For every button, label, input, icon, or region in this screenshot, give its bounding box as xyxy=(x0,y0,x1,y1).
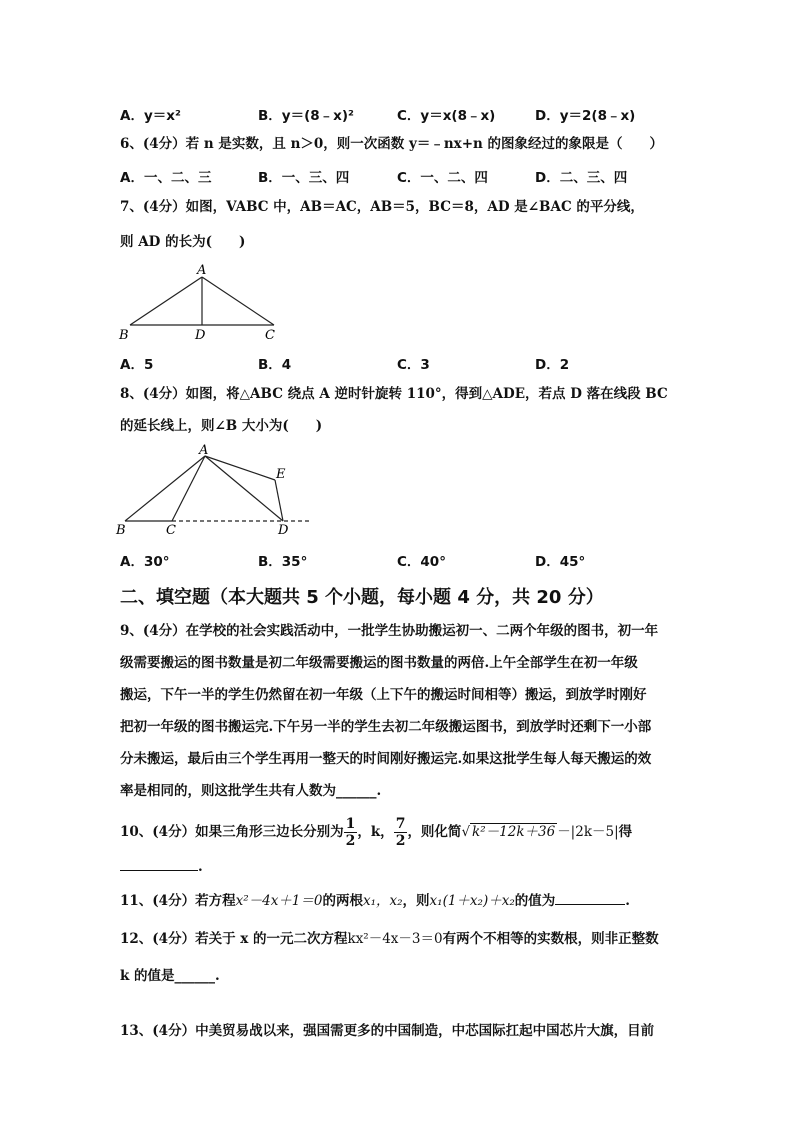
q7-option-d: D．2 xyxy=(535,357,570,373)
q12-tail: 有两个不相等的实数根，则非正整数 xyxy=(442,931,659,947)
q9-line-3: 搬运，下午一半的学生仍然留在初一年级（上下午的搬运时间相等）搬运，到放学时刚好 xyxy=(120,687,647,703)
q5-option-b: B．y＝(8﹣x)² xyxy=(258,108,354,124)
q13-line-1: 13、(4分）中美贸易战以来，强国需更多的中国制造，中芯国际扛起中国芯片大旗，目前 xyxy=(120,1023,655,1039)
q5-option-d: D．y＝2(8﹣x) xyxy=(535,108,636,124)
q10-answer-line: . xyxy=(120,856,203,876)
q7-label-b: B xyxy=(119,328,129,343)
q12-question xyxy=(120,930,659,948)
q7-label-c: C xyxy=(265,328,275,343)
q10-fraction-seven-halves xyxy=(394,816,408,849)
q8-question-line1: 8、(4分）如图，将△ABC 绕点 A 逆时针旋转 110°，得到△ADE，若点 D 落在线段 BC xyxy=(120,386,668,402)
q7-segment-ac xyxy=(202,277,274,325)
q6-option-b: B．一、三、四 xyxy=(258,170,350,186)
q11-mid2: ，则 xyxy=(402,893,430,909)
q5-option-c: C．y＝x(8﹣x) xyxy=(397,108,496,124)
q6-question: 6、(4分）若 n 是实数，且 n＞0，则一次函数 y＝﹣nx+n 的图象经过的象限是（ ） xyxy=(120,136,664,152)
q9-line-1: 9、(4分）在学校的社会实践活动中，一批学生协助搬运初一、二两个年级的图书，初一年 xyxy=(120,623,659,639)
q11-expression: x₁(1＋x₂)＋x₂ xyxy=(429,893,515,909)
q8-label-a: A xyxy=(199,443,209,458)
q10-answer-blank xyxy=(120,856,198,871)
q11-question: 11、(4分）若方程x²－4x＋1＝0的两根x₁，x₂，则x₁(1＋x₂)＋x₂的值为 . xyxy=(120,890,630,910)
q10-fraction-seven-halves-den: 2 xyxy=(395,833,406,849)
q7-option-a: A．5 xyxy=(120,357,154,373)
q8-segment-ab xyxy=(125,456,205,521)
q8-segment-ad xyxy=(205,456,283,521)
q8-option-d: D．45° xyxy=(535,554,586,570)
q11-answer-blank xyxy=(555,890,625,905)
q8-label-d: D xyxy=(278,523,289,538)
q10-fraction-half-den: 2 xyxy=(345,833,356,849)
q10-after: ，则化简 xyxy=(407,824,462,840)
q10-tail: 得 xyxy=(618,824,633,840)
q11-mid: 的两根 xyxy=(322,893,363,909)
q9-line-6: 率是相同的，则这批学生共有人数为______. xyxy=(120,783,382,799)
q9-line-2: 级需要搬运的图书数量是初二年级需要搬运的图书数量的两倍.上午全部学生在初一年级 xyxy=(120,655,638,671)
q7-triangle-figure xyxy=(110,262,310,344)
q10-fraction-half xyxy=(344,816,358,849)
q8-option-a: A．30° xyxy=(120,554,170,570)
q9-line-5: 分未搬运，最后由三个学生再用一整天的时间刚好搬运完.如果这批学生每人每天搬运的效 xyxy=(120,751,652,767)
q10-prefix: 10、(4分）如果三角形三边长分别为 xyxy=(120,824,344,840)
q6-option-c: C．一、二、四 xyxy=(397,170,488,186)
q10-abs-part: －|2k－5| xyxy=(557,824,619,840)
q8-segment-ae xyxy=(205,456,275,480)
q10-fraction-half-num: 1 xyxy=(345,816,356,832)
q6-option-d: D．二、三、四 xyxy=(535,170,628,186)
section-2-title: 二、填空题（本大题共 5 个小题，每小题 4 分，共 20 分） xyxy=(120,587,604,608)
q7-question-line1: 7、(4分）如图，VABC 中，AB＝AC，AB＝5，BC＝8，AD 是∠BAC 的平分线， xyxy=(120,199,644,215)
q6-option-a: A．一、二、三 xyxy=(120,170,212,186)
q8-label-e: E xyxy=(276,467,286,482)
q11-roots: x₁，x₂ xyxy=(362,893,403,909)
q8-label-b: B xyxy=(116,523,126,538)
q12-line-2: k 的值是______. xyxy=(120,968,220,984)
q7-label-d: D xyxy=(195,328,206,343)
q9-line-4: 把初一年级的图书搬运完.下午另一半的学生去初二年级搬运图书，到放学时还剩下一小部 xyxy=(120,719,652,735)
q10-sqrt-expression: k²－12k＋36 xyxy=(472,824,556,840)
q8-option-c: C．40° xyxy=(397,554,446,570)
q11-prefix: 11、(4分）若方程 xyxy=(120,893,236,909)
q11-tail: 的值为 xyxy=(514,893,556,909)
q7-segment-ab xyxy=(130,277,202,325)
q8-question-line2: 的延长线上，则∠B 大小为( ) xyxy=(120,418,323,434)
q7-label-a: A xyxy=(197,263,207,278)
q8-rotation-figure xyxy=(110,442,320,540)
q10-sqrt-sign: √ xyxy=(461,824,471,840)
q12-equation: kx²－4x－3＝0 xyxy=(347,931,443,947)
q10-fraction-seven-halves-num: 7 xyxy=(395,816,406,832)
q7-option-c: C．3 xyxy=(397,357,430,373)
q8-segment-ac xyxy=(172,456,205,521)
q10-mid: ，k， xyxy=(357,824,394,840)
q7-option-b: B．4 xyxy=(258,357,292,373)
q11-equation: x²－4x＋1＝0 xyxy=(235,893,323,909)
q5-option-a: A．y＝x² xyxy=(120,108,181,124)
q7-question-line2: 则 AD 的长为( ) xyxy=(120,234,246,250)
q8-option-b: B．35° xyxy=(258,554,308,570)
q10-question xyxy=(120,814,632,850)
q12-prefix: 12、(4分）若关于 x 的一元二次方程 xyxy=(120,931,348,947)
q8-label-c: C xyxy=(166,523,176,538)
